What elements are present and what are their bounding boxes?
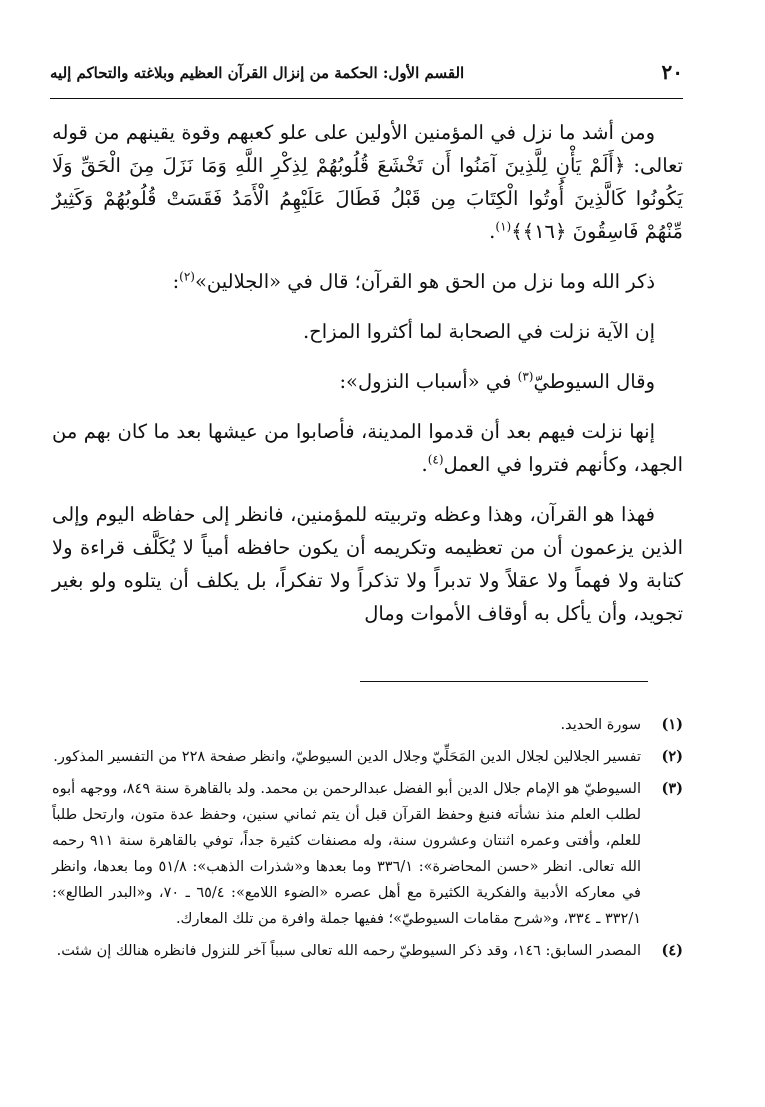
paragraph-5-text: إنها نزلت فيهم بعد أن قدموا المدينة، فأصابوا من عيشها بعد ما كان بهم من الجهد، وكأنهم فتروا في العمل (52, 420, 683, 476)
paragraph-4 (52, 365, 683, 398)
paragraph-1-text: ومن أشد ما نزل في المؤمنين الأولين على علو كعبهم وقوة يقينهم من قوله تعالى: (52, 121, 683, 177)
paragraph-2-end: : (172, 270, 180, 293)
footnote-ref-1[interactable]: (١) (495, 219, 512, 234)
page-number: ٢٠ (661, 60, 683, 84)
paragraph-1-end: . (489, 220, 496, 243)
quran-verse: ﴿أَلَمْ يَأْنِ لِلَّذِينَ آمَنُوا أَن تَخْشَعَ قُلُوبُهُمْ لِذِكْرِ اللَّهِ وَمَا نَزَلَ مِنَ الْحَقِّ وَلَا يَكُونُوا كَالَّذِينَ أُوتُوا الْكِتَابَ مِن قَبْلُ فَطَالَ عَلَيْهِمُ الْأَمَدُ فَقَسَتْ قُلُوبُهُمْ وَكَثِيرٌ مِّنْهُمْ فَاسِقُونَ ﴿١٦﴾﴾ (52, 154, 683, 243)
paragraph-1 (52, 116, 683, 248)
footnote-text: المصدر السابق: ١٤٦، وقد ذكر السيوطيّ رحمه الله تعالى سبباً آخر للنزول فانظره هنالك إن شئت. (56, 943, 641, 959)
footnote-ref-3[interactable]: (٣) (517, 369, 534, 384)
footnote-2 (52, 744, 683, 770)
footnote-separator (360, 681, 648, 682)
paragraph-3: إن الآية نزلت في الصحابة لما أكثروا المزاح. (302, 320, 655, 343)
footnotes (52, 712, 683, 970)
paragraph-2-text: ذكر الله وما نزل من الحق هو القرآن؛ قال في «الجلالين» (194, 270, 655, 293)
footnote-text: السيوطيّ هو الإمام جلال الدين أبو الفضل عبدالرحمن بن محمد. ولد بالقاهرة سنة ٨٤٩، ووجهه أبوه لطلب العلم منذ نشأته فنبغ وحفظ القرآن قبل أن يتم ثماني سنين، وحفظ عدة متون، وارتحل طلباً للعلم، وأفتى وعمره اثنتان وعشرون سنة، وله مصنفات كثيرة جداً، توفي بالقاهرة سنة ٩١١ رحمه الله تعالى. انظر «حسن المحاضرة»: ٣٣٦/١ وما بعدها و«شذرات الذهب»: ٥١/٨ وما بعدها، وانظر في معاركه الأدبية والفكرية الكثيرة مع أهل عصره «الضوء اللامع»: ٦٥/٤ ـ ٧٠، و«البدر الطالع»: ٣٣٢/١ ـ ٣٣٤، و«شرح مقامات السيوطيّ»؛ ففيها جملة وافرة من تلك المعارك. (52, 781, 642, 927)
footnote-3 (52, 776, 683, 932)
main-text (52, 116, 683, 630)
footnote-ref-2[interactable]: (٢) (179, 269, 195, 284)
running-title: القسم الأول: الحكمة من إنزال القرآن العظيم وبلاغته والتحاكم إليه (50, 64, 465, 82)
footnote-text: تفسير الجلالين لجلال الدين المَحَلِّيّ وجلال الدين السيوطيّ، وانظر صفحة ٢٢٨ من التفسير المذكور. (53, 749, 641, 765)
paragraph-2 (52, 265, 683, 298)
footnote-number: (١) (661, 716, 683, 733)
paragraph-6: فهذا هو القرآن، وهذا وعظه وتربيته للمؤمنين، فانظر إلى حفاظه اليوم وإلى الذين يزعمون أن من تعظيمه وتكريمه أن يكون حافظه أمياً لا يُكَلَّف قراءة ولا كتابة ولا فهماً ولا عقلاً ولا تدبراً ولا تذكراً ولا تفكراً، بل يكلف أن يتلوه ولو بغير تجويد، وأن يأكل به أوقاف الأموات ومال (52, 503, 683, 625)
paragraph-5 (52, 415, 683, 481)
running-header (50, 58, 683, 99)
footnote-number: (٣) (661, 780, 683, 797)
footnote-1 (52, 712, 683, 738)
footnote-number: (٢) (661, 748, 683, 765)
paragraph-4-text-a: وقال السيوطيّ (533, 370, 655, 393)
footnote-4 (52, 938, 683, 964)
paragraph-5-end: . (421, 453, 428, 476)
footnote-ref-4[interactable]: (٤) (427, 452, 444, 467)
footnote-text: سورة الحديد. (560, 717, 641, 733)
paragraph-4-text-b: في «أسباب النزول»: (339, 370, 518, 393)
footnote-number: (٤) (661, 942, 683, 959)
